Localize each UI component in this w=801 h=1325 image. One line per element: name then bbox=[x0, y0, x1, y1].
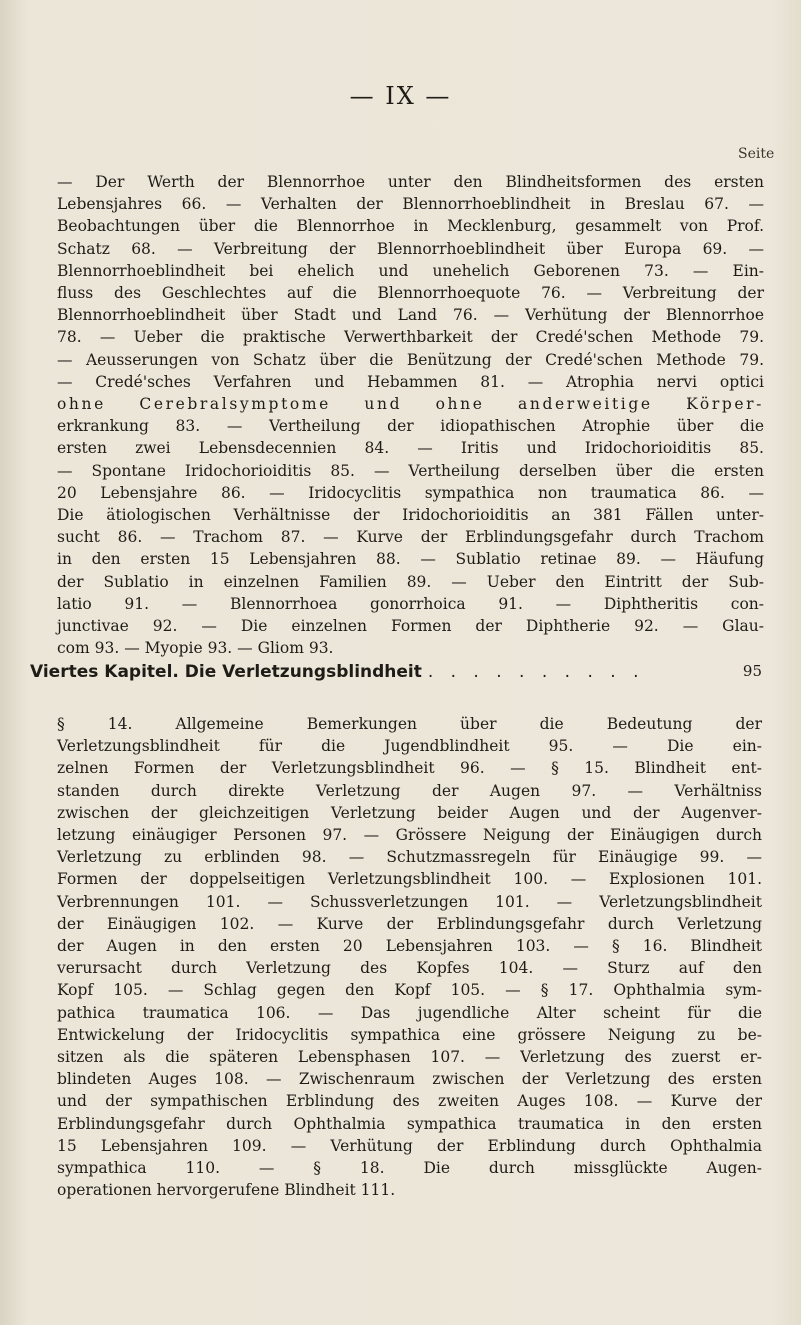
leader-dots: . . . . . . . . . . bbox=[427, 662, 645, 682]
text-line: der Einäugigen 102. — Kurve der Erblindungsgefahr durch Verletzung bbox=[57, 914, 762, 933]
text-line: § 14. Allgemeine Bemerkungen über die Bedeutung der bbox=[57, 715, 762, 733]
text-line: ohne Cerebralsymptome und ohne anderweitige Körper- bbox=[57, 395, 764, 414]
text-line: Die ätiologischen Verhältnisse der Iridochorioiditis an 381 Fällen unter- bbox=[57, 506, 764, 525]
contents-chapter-paragraph bbox=[57, 713, 762, 1201]
text-line: operationen hervorgerufene Blindheit 111. bbox=[57, 1181, 396, 1200]
text-line: Erblindungsgefahr durch Ophthalmia sympathica traumatica in den ersten bbox=[57, 1114, 762, 1133]
text-line: pathica traumatica 106. — Das jugendliche Alter scheint für die bbox=[57, 1003, 762, 1022]
chapter-title: Die Verletzungsblindheit bbox=[184, 662, 422, 682]
seite-column-label: Seite bbox=[738, 146, 775, 162]
text-line: sitzen als die späteren Lebensphasen 107. — Verletzung des zuerst er- bbox=[57, 1048, 762, 1067]
text-line: Entwickelung der Iridocyclitis sympathica eine grössere Neigung zu be- bbox=[57, 1025, 762, 1044]
text-line: Kopf 105. — Schlag gegen den Kopf 105. — § 17. Ophthalmia sym- bbox=[57, 981, 762, 1000]
text-line: 20 Lebensjahre 86. — Iridocyclitis sympathica non traumatica 86. — bbox=[57, 483, 764, 502]
text-line: der Augen in den ersten 20 Lebensjahren 103. — § 16. Blindheit bbox=[57, 937, 762, 956]
text-line: 15 Lebensjahren 109. — Verhütung der Erblindung durch Ophthalmia bbox=[57, 1136, 762, 1155]
text-line: Beobachtungen über die Blennorrhoe in Mecklenburg, gesammelt von Prof. bbox=[57, 217, 764, 236]
text-line: erkrankung 83. — Vertheilung der idiopathischen Atrophie über die bbox=[57, 417, 764, 436]
text-line: 78. — Ueber die praktische Verwerthbarkeit der Credé'schen Methode 79. bbox=[57, 328, 764, 347]
text-line: sympathica 110. — § 18. Die durch missglückte Augen- bbox=[57, 1159, 762, 1178]
text-line: in den ersten 15 Lebensjahren 88. — Sublatio retinae 89. — Häufung bbox=[57, 550, 764, 569]
text-line: Schatz 68. — Verbreitung der Blennorrhoeblindheit über Europa 69. — bbox=[57, 239, 764, 258]
text-line: Formen der doppelseitigen Verletzungsblindheit 100. — Explosionen 101. bbox=[57, 870, 762, 889]
text-line: und der sympathischen Erblindung des zweiten Auges 108. — Kurve der bbox=[57, 1092, 762, 1111]
text-line: — Aeusserungen von Schatz über die Benützung der Credé'schen Methode 79. bbox=[57, 350, 764, 369]
text-line: Blennorrhoeblindheit über Stadt und Land 76. — Verhütung der Blennorrhoe bbox=[57, 306, 764, 325]
text-line: ersten zwei Lebensdecennien 84. — Iritis und Iridochorioiditis 85. bbox=[57, 439, 764, 458]
text-line: verursacht durch Verletzung des Kopfes 104. — Sturz auf den bbox=[57, 959, 762, 978]
text-line: sucht 86. — Trachom 87. — Kurve der Erblindungsgefahr durch Trachom bbox=[57, 528, 764, 547]
page-number: — IX — bbox=[349, 82, 452, 110]
text-line: junctivae 92. — Die einzelnen Formen der Diphtherie 92. — Glau- bbox=[57, 617, 764, 636]
text-line: Blennorrhoeblindheit bei ehelich und unehelich Geborenen 73. — Ein- bbox=[57, 261, 764, 280]
text-line: — Der Werth der Blennorrhoe unter den Blindheitsformen des ersten bbox=[57, 173, 764, 191]
text-line: fluss des Geschlechtes auf die Blennorrhoequote 76. — Verbreitung der bbox=[57, 284, 764, 303]
text-line: com 93. — Myopie 93. — Gliom 93. bbox=[57, 639, 334, 658]
text-line: Verbrennungen 101. — Schussverletzungen 101. — Verletzungsblindheit bbox=[57, 892, 762, 911]
text-line: — Spontane Iridochorioiditis 85. — Vertheilung derselben über die ersten bbox=[57, 461, 764, 480]
text-line: — Credé'sches Verfahren und Hebammen 81. — Atrophia nervi optici bbox=[57, 372, 764, 391]
text-line: letzung einäugiger Personen 97. — Grössere Neigung der Einäugigen durch bbox=[57, 826, 762, 845]
text-line: Verletzung zu erblinden 98. — Schutzmassregeln für Einäugige 99. — bbox=[57, 848, 762, 867]
text-line: latio 91. — Blennorrhoea gonorrhoica 91. — Diphtheritis con- bbox=[57, 594, 764, 613]
text-line: Verletzungsblindheit für die Jugendblindheit 95. — Die ein- bbox=[57, 737, 762, 756]
text-line: zelnen Formen der Verletzungsblindheit 96. — § 15. Blindheit ent- bbox=[57, 759, 762, 778]
text-line: standen durch direkte Verletzung der Augen 97. — Verhältniss bbox=[57, 781, 762, 800]
chapter-heading bbox=[30, 662, 762, 682]
text-line: der Sublatio in einzelnen Familien 89. — Ueber den Eintritt der Sub- bbox=[57, 572, 764, 591]
chapter-page-number: 95 bbox=[742, 662, 762, 680]
contents-intro-paragraph bbox=[57, 171, 764, 659]
chapter-label: Viertes Kapitel. bbox=[30, 662, 179, 682]
text-line: Lebensjahres 66. — Verhalten der Blennorrhoeblindheit in Breslau 67. — bbox=[57, 195, 764, 214]
text-line: zwischen der gleichzeitigen Verletzung beider Augen und der Augenver- bbox=[57, 803, 762, 822]
text-line: blindeten Auges 108. — Zwischenraum zwischen der Verletzung des ersten bbox=[57, 1070, 762, 1089]
